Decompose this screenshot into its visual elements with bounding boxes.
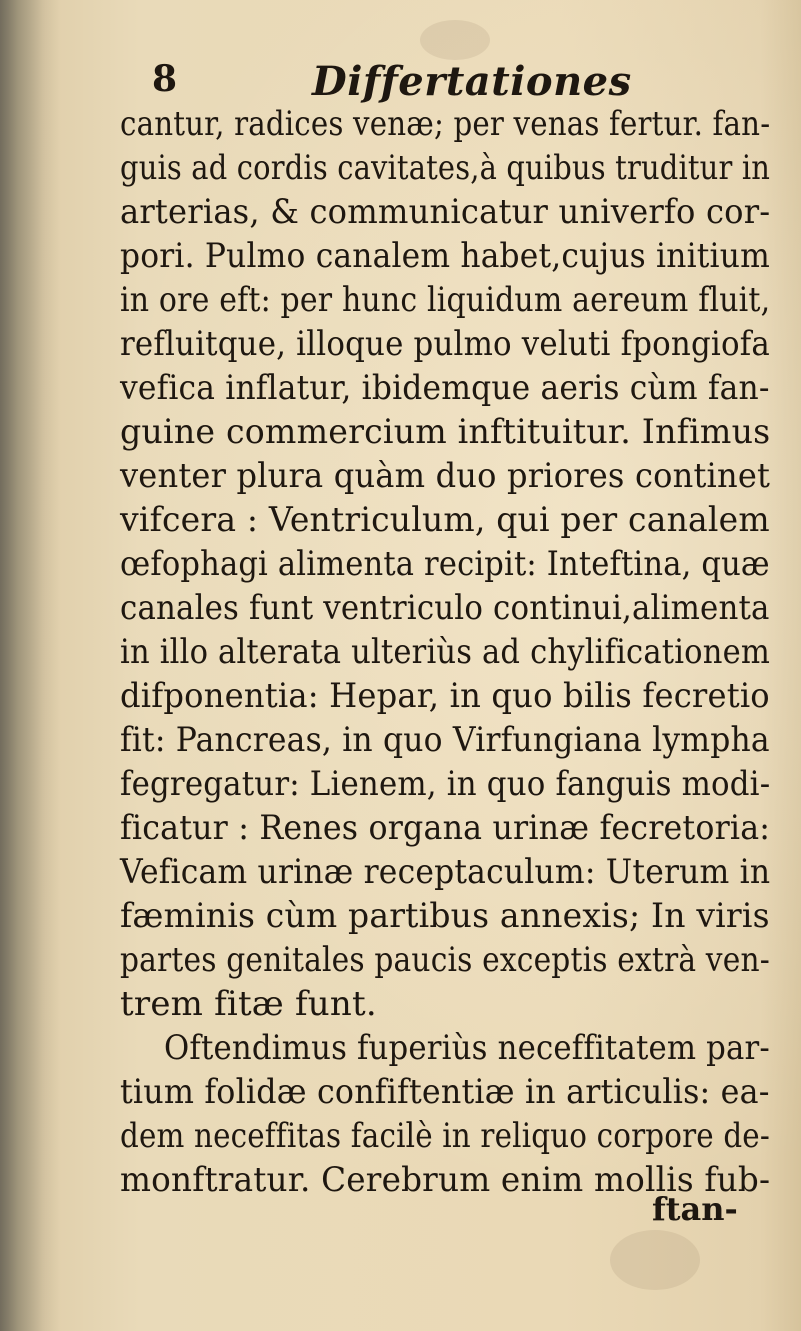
- text-line: cantur, radices venæ; per venas fertur. fan-: [120, 104, 771, 144]
- text-line: in ore eft: per hunc liquidum aereum fluit,: [120, 280, 771, 320]
- text-line: guis ad cordis cavitates,à quibus truditur in: [120, 148, 771, 188]
- text-line: difponentia: Hepar, in quo bilis fecretio: [120, 676, 770, 716]
- text-line: guine commercium inftituitur. Infimus: [120, 412, 771, 452]
- text-line: vifcera : Ventriculum, qui per canalem: [120, 500, 770, 540]
- text-line: tium folidæ confiftentiæ in articulis: ea-: [120, 1072, 770, 1112]
- text-line: partes genitales paucis exceptis extrà ven-: [120, 940, 770, 980]
- text-line: fit: Pancreas, in quo Virfungiana lympha: [120, 720, 770, 760]
- text-line: arterias, & communicatur univerfo cor-: [120, 192, 771, 232]
- text-line: monftratur. Cerebrum enim mollis fub-: [120, 1160, 771, 1200]
- text-line: fegregatur: Lienem, in quo fanguis modi-: [120, 764, 771, 804]
- text-line: ficatur : Renes organa urinæ fecretoria:: [120, 808, 771, 848]
- paragraph-first-line: Oftendimus fuperiùs neceffitatem par-: [164, 1028, 771, 1068]
- running-title: Differtationes: [312, 58, 632, 105]
- paper-stain: [610, 1230, 700, 1290]
- paper-stain: [420, 20, 490, 60]
- page-spine-shadow: [0, 0, 60, 1331]
- text-line: canales funt ventriculo continui,alimenta: [120, 588, 770, 628]
- text-line: vefica inflatur, ibidemque aeris cùm fan-: [120, 368, 770, 408]
- text-line: refluitque, illoque pulmo veluti fpongiofa: [120, 324, 770, 364]
- text-line: trem fitæ funt.: [120, 984, 377, 1024]
- text-line: in illo alterata ulteriùs ad chylificationem: [120, 632, 771, 672]
- text-line: fæminis cùm partibus annexis; In viris: [120, 896, 770, 936]
- text-line: dem neceffitas facilè in reliquo corpore de-: [120, 1116, 770, 1156]
- text-line: Veficam urinæ receptaculum: Uterum in: [120, 852, 771, 892]
- text-line: pori. Pulmo canalem habet,cujus initium: [120, 236, 770, 276]
- page-number: 8: [152, 58, 178, 100]
- catchword: ftan-: [652, 1190, 738, 1228]
- text-line: venter plura quàm duo priores continet: [120, 456, 771, 496]
- text-line: œfophagi alimenta recipit: Inteftina, quæ: [120, 544, 770, 584]
